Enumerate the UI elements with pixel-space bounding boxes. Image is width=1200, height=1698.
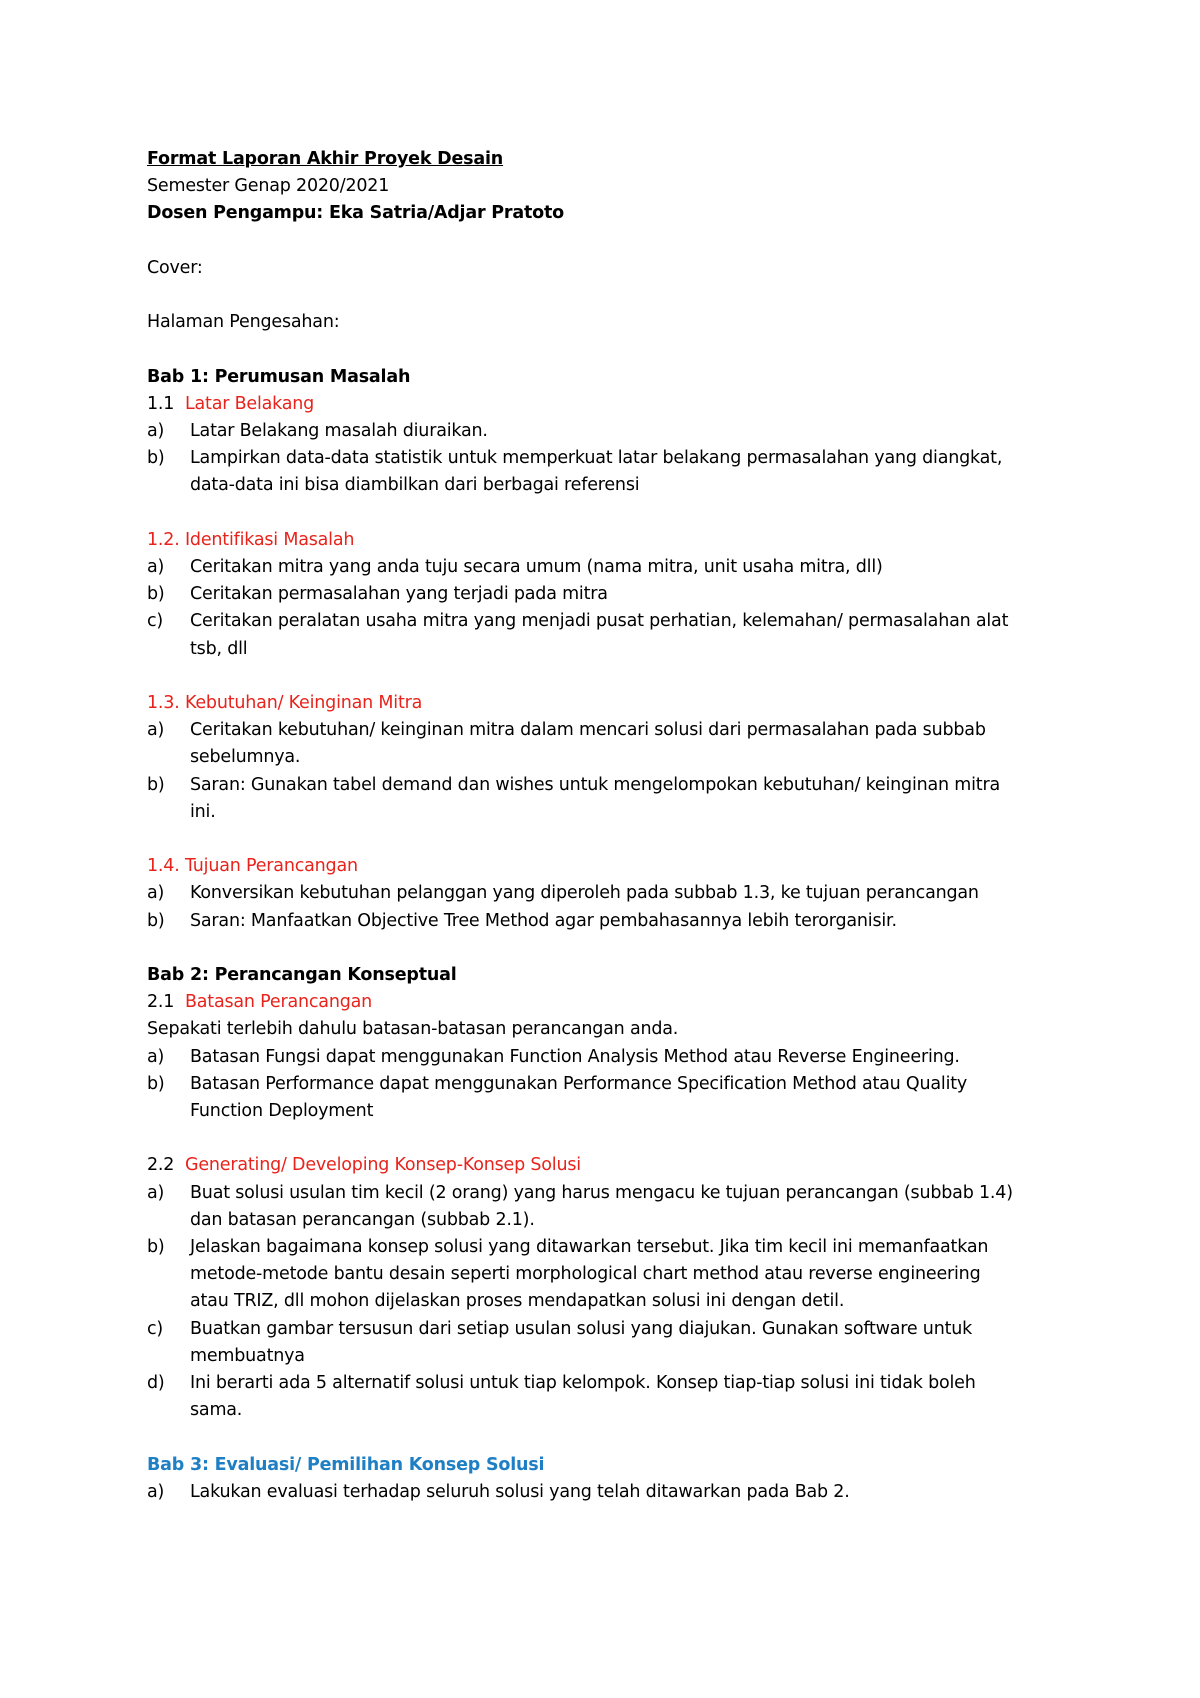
cover-label: Cover: <box>147 257 203 278</box>
list-item-line: Ceritakan permasalahan yang terjadi pada mitra <box>190 584 608 605</box>
list-item-text <box>190 445 1067 499</box>
list-item <box>147 1370 1067 1424</box>
section-1-1-heading <box>147 391 1067 418</box>
list-marker: b) <box>147 1073 165 1094</box>
section-number: 1.1 <box>147 393 175 414</box>
section-number: 2.2 <box>147 1155 175 1176</box>
list-1-3 <box>147 717 1067 826</box>
list-item-text <box>190 1234 1067 1316</box>
list-item-line: ini. <box>190 801 216 822</box>
bab3-prefix: Bab 3 <box>147 1454 202 1475</box>
list-item-text <box>190 1479 1067 1506</box>
list-marker: b) <box>147 448 165 469</box>
list-item-line: Function Deployment <box>190 1101 374 1121</box>
list-item-line: sama. <box>190 1400 243 1421</box>
list-marker: a) <box>147 556 165 577</box>
document-content <box>147 146 1067 1506</box>
list-item-line: Ini berarti ada 5 alternatif solusi untuk tiap kelompok. Konsep tiap-tiap solusi ini tidak boleh <box>190 1373 976 1394</box>
list-item-line: metode-metode bantu desain seperti morphological chart method atau reverse engineering <box>190 1264 981 1285</box>
list-item-line: tsb, dll <box>190 638 248 659</box>
list-marker: b) <box>147 910 165 931</box>
list-item-text <box>190 717 1067 771</box>
list-item-line: Latar Belakang masalah diuraikan. <box>190 420 488 441</box>
list-item-line: atau TRIZ, dll mohon dijelaskan proses mendapatkan solusi ini dengan detil. <box>190 1291 845 1312</box>
list-item-line: Ceritakan mitra yang anda tuju secara umum (nama mitra, unit usaha mitra, dll) <box>190 556 883 577</box>
list-marker: b) <box>147 774 165 795</box>
list-item-text <box>190 908 1067 935</box>
list-item-text <box>190 554 1067 581</box>
list-item <box>147 1044 1067 1071</box>
list-item-line: Buatkan gambar tersusun dari setiap usulan solusi yang diajukan. Gunakan software untuk <box>190 1318 973 1339</box>
pengesahan-label: Halaman Pengesahan: <box>147 312 340 333</box>
list-marker: a) <box>147 720 165 741</box>
section-2-1-intro: Sepakati terlebih dahulu batasan-batasan perancangan anda. <box>147 1019 679 1040</box>
bab3-heading <box>147 1452 1067 1479</box>
list-marker: c) <box>147 1318 164 1339</box>
list-item-line: Ceritakan peralatan usaha mitra yang menjadi pusat perhatian, kelemahan/ permasalahan alat <box>190 611 1009 632</box>
list-item-line: membuatnya <box>190 1345 305 1366</box>
list-item-text <box>190 418 1067 445</box>
section-1-4-heading: 1.4. Tujuan Perancangan <box>147 856 358 877</box>
list-item-text <box>190 581 1067 608</box>
list-item-line: dan batasan perancangan (subbab 2.1). <box>190 1209 535 1230</box>
list-item-line: Konversikan kebutuhan pelanggan yang diperoleh pada subbab 1.3, ke tujuan perancangan <box>190 883 979 904</box>
list-item <box>147 608 1067 662</box>
list-marker: a) <box>147 1046 165 1067</box>
list-item <box>147 1071 1067 1125</box>
semester-line: Semester Genap 2020/2021 <box>147 176 390 197</box>
list-marker: c) <box>147 611 164 632</box>
list-item-text <box>190 1071 1067 1125</box>
list-2-1 <box>147 1044 1067 1126</box>
list-item-line: Buat solusi usulan tim kecil (2 orang) yang harus mengacu ke tujuan perancangan (subbab 1.4) <box>190 1182 1013 1203</box>
dosen-line: Dosen Pengampu: Eka Satria/Adjar Pratoto <box>147 203 564 224</box>
list-item <box>147 418 1067 445</box>
list-item <box>147 1479 1067 1506</box>
list-marker: b) <box>147 584 165 605</box>
list-2-2 <box>147 1180 1067 1425</box>
list-item-line: Saran: Gunakan tabel demand dan wishes untuk mengelompokan kebutuhan/ keinginan mitra <box>190 774 1000 795</box>
list-item-line: data-data ini bisa diambilkan dari berbagai referensi <box>190 475 640 496</box>
section-1-2-heading: 1.2. Identifikasi Masalah <box>147 529 355 550</box>
bab3-title: : Evaluasi/ Pemilihan Konsep Solusi <box>201 1454 545 1475</box>
list-item <box>147 880 1067 907</box>
list-item-line: Batasan Fungsi dapat menggunakan Function Analysis Method atau Reverse Engineering. <box>190 1046 960 1067</box>
section-1-3-heading: 1.3. Kebutuhan/ Keinginan Mitra <box>147 692 423 713</box>
list-item-text <box>190 608 1067 662</box>
section-number: 2.1 <box>147 992 175 1013</box>
bab1-heading: Bab 1: Perumusan Masalah <box>147 366 411 387</box>
list-item-line: Jelaskan bagaimana konsep solusi yang ditawarkan tersebut. Jika tim kecil ini memanfaatkan <box>190 1237 989 1257</box>
section-title: Batasan Perancangan <box>184 992 373 1013</box>
list-item <box>147 1234 1067 1316</box>
bab2-heading: Bab 2: Perancangan Konseptual <box>147 964 457 985</box>
list-item-line: Lakukan evaluasi terhadap seluruh solusi yang telah ditawarkan pada Bab 2. <box>190 1481 850 1502</box>
document-title: Format Laporan Akhir Proyek Desain <box>147 149 504 169</box>
list-item-text <box>190 1180 1067 1234</box>
list-marker: a) <box>147 1481 165 1502</box>
list-3 <box>147 1479 1067 1506</box>
list-marker: a) <box>147 1182 165 1203</box>
list-item-line: Ceritakan kebutuhan/ keinginan mitra dalam mencari solusi dari permasalahan pada subbab <box>190 720 986 741</box>
section-2-1-heading <box>147 989 1067 1016</box>
list-item-text <box>190 1044 1067 1071</box>
list-marker: a) <box>147 883 165 904</box>
list-item-text <box>190 1316 1067 1370</box>
list-1-4 <box>147 880 1067 934</box>
list-item-line: Lampirkan data-data statistik untuk memperkuat latar belakang permasalahan yang diangkat, <box>190 448 1003 469</box>
list-item <box>147 445 1067 499</box>
list-1-1 <box>147 418 1067 500</box>
list-item-line: sebelumnya. <box>190 747 301 768</box>
list-item-text <box>190 1370 1067 1424</box>
list-marker: a) <box>147 420 165 441</box>
section-2-2-heading <box>147 1152 1067 1179</box>
list-item-text <box>190 772 1067 826</box>
list-marker: b) <box>147 1237 165 1257</box>
list-1-2 <box>147 554 1067 663</box>
section-title: Latar Belakang <box>184 393 315 414</box>
list-item-line: Saran: Manfaatkan Objective Tree Method agar pembahasannya lebih terorganisir. <box>190 910 897 931</box>
list-item-text <box>190 880 1067 907</box>
list-item <box>147 908 1067 935</box>
section-title: Generating/ Developing Konsep-Konsep Solusi <box>184 1155 581 1176</box>
list-item <box>147 554 1067 581</box>
list-item <box>147 1316 1067 1370</box>
list-item-line: Batasan Performance dapat menggunakan Performance Specification Method atau Quality <box>190 1073 968 1094</box>
list-item <box>147 1180 1067 1234</box>
list-marker: d) <box>147 1373 165 1394</box>
list-item <box>147 581 1067 608</box>
list-item <box>147 772 1067 826</box>
list-item <box>147 717 1067 771</box>
